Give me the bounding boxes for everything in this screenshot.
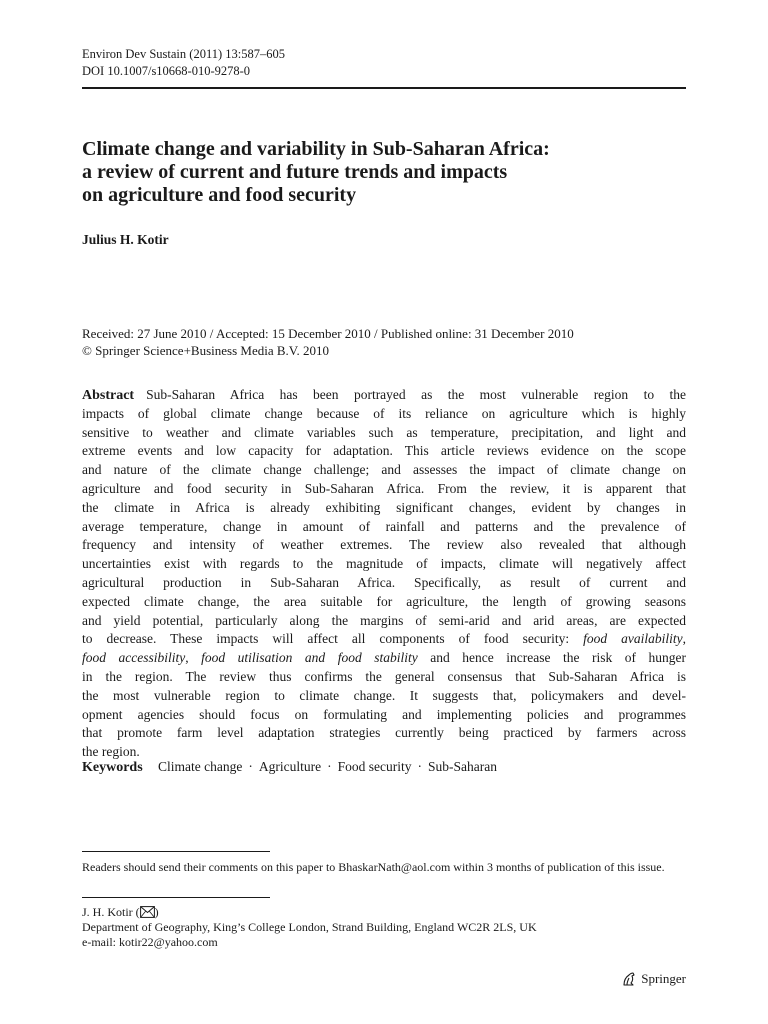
keywords: [82, 758, 497, 777]
abstract-line: average temperature, change in amount of rainfall and patterns and the prevalence of: [82, 518, 686, 534]
footnote-rule: [82, 897, 270, 898]
keyword-separator: ·: [327, 759, 332, 774]
journal-header: [82, 46, 285, 80]
affiliation-department: Department of Geography, King’s College London, Strand Building, England WC2R 2LS, UK: [82, 920, 537, 934]
keyword-item: Food security: [337, 759, 412, 774]
abstract-line: [82, 649, 686, 668]
abstract: [82, 386, 686, 762]
author-affiliation: [82, 905, 537, 950]
springer-horse-icon: [621, 971, 637, 987]
abstract-line: uncertainties exist with regards to the magnitude of impacts, climate will negatively affect: [82, 556, 686, 572]
keyword-separator: ·: [417, 759, 422, 774]
italic-term: food availability: [583, 631, 683, 647]
abstract-line: [82, 386, 686, 405]
keyword-separator: ·: [248, 759, 253, 774]
abstract-text: to decrease. These impacts will affect all components of food security:: [82, 631, 584, 647]
abstract-line: agriculture and food security in Sub-Saharan Africa. From the review, it is apparent that: [82, 480, 686, 496]
abstract-line: that promote farm level adaptation strategies currently being practiced by farmers across: [82, 725, 686, 741]
abstract-line: extreme events and low capacity for adaptation. This article reviews evidence on the scope: [82, 443, 686, 459]
italic-term: food accessibility: [82, 650, 186, 666]
abstract-line: and yield potential, particularly along the margins of semi-arid and arid areas, are expected: [82, 612, 686, 628]
affiliation-name: J. H. Kotir (: [82, 905, 140, 919]
abstract-text: Sub-Saharan Africa has been portrayed as the most vulnerable region to the: [146, 387, 686, 402]
abstract-line: opment agencies should focus on formulating and implementing policies and programmes: [82, 706, 686, 722]
publisher-name: Springer: [641, 971, 686, 986]
abstract-line: the region.: [82, 744, 140, 760]
title-line-2: a review of current and future trends and impacts: [82, 161, 508, 183]
header-rule: [82, 87, 686, 89]
author-name: Julius H. Kotir: [82, 232, 169, 247]
abstract-line: and nature of the climate change challenge; and assesses the impact of climate change on: [82, 462, 686, 478]
readers-note: Readers should send their comments on this paper to BhaskarNath@aol.com within 3 months of publication of this issue.: [82, 860, 665, 874]
doi[interactable]: DOI 10.1007/s10668-010-9278-0: [82, 64, 251, 78]
abstract-line: impacts of global climate change because of its reliance on agriculture which is highly: [82, 405, 686, 421]
title-line-3: on agriculture and food security: [82, 184, 357, 206]
copyright-line: © Springer Science+Business Media B.V. 2010: [82, 343, 329, 358]
keyword-item: Sub-Saharan: [428, 759, 497, 774]
abstract-line: sensitive to weather and climate variables such as temperature, precipitation, and light and: [82, 424, 686, 440]
paper-title: [82, 138, 686, 207]
abstract-line: frequency and intensity of weather extremes. The review also revealed that although: [82, 537, 686, 553]
author-email[interactable]: e-mail: kotir22@yahoo.com: [82, 935, 218, 949]
keyword-item: Agriculture: [258, 759, 322, 774]
dates-line: Received: 27 June 2010 / Accepted: 15 December 2010 / Published online: 31 December 2010: [82, 326, 574, 341]
affiliation-paren: ): [154, 905, 159, 919]
abstract-comma: ,: [185, 650, 189, 666]
abstract-line: in the region. The review thus confirms the general consensus that Sub-Saharan Africa is: [82, 668, 686, 684]
abstract-line: the most vulnerable region to climate change. It suggests that, policymakers and devel-: [82, 687, 686, 703]
paper-page: [82, 0, 686, 1024]
abstract-comma: ,: [682, 631, 686, 647]
italic-term: food utilisation and food stability: [201, 650, 418, 666]
abstract-label: Abstract: [82, 388, 135, 403]
springer-logo: [621, 971, 686, 987]
envelope-icon: [140, 906, 155, 918]
publication-dates: [82, 325, 574, 359]
title-line-1: Climate change and variability in Sub-Saharan Africa:: [82, 138, 550, 160]
abstract-line: the climate in Africa is already exhibiting significant changes, evident by changes in: [82, 499, 686, 515]
keywords-label: Keywords: [82, 760, 143, 775]
keyword-item: Climate change: [158, 759, 243, 774]
abstract-text: and hence increase the risk of hunger: [417, 650, 686, 666]
abstract-line: agricultural production in Sub-Saharan Africa. Specifically, as result of current and: [82, 574, 686, 590]
affiliation-name-line: [82, 905, 537, 920]
abstract-line: expected climate change, the area suitable for agriculture, the length of growing seasons: [82, 593, 686, 609]
abstract-line: [82, 630, 686, 649]
footnote-rule: [82, 851, 270, 852]
journal-citation: Environ Dev Sustain (2011) 13:587–605: [82, 47, 285, 61]
